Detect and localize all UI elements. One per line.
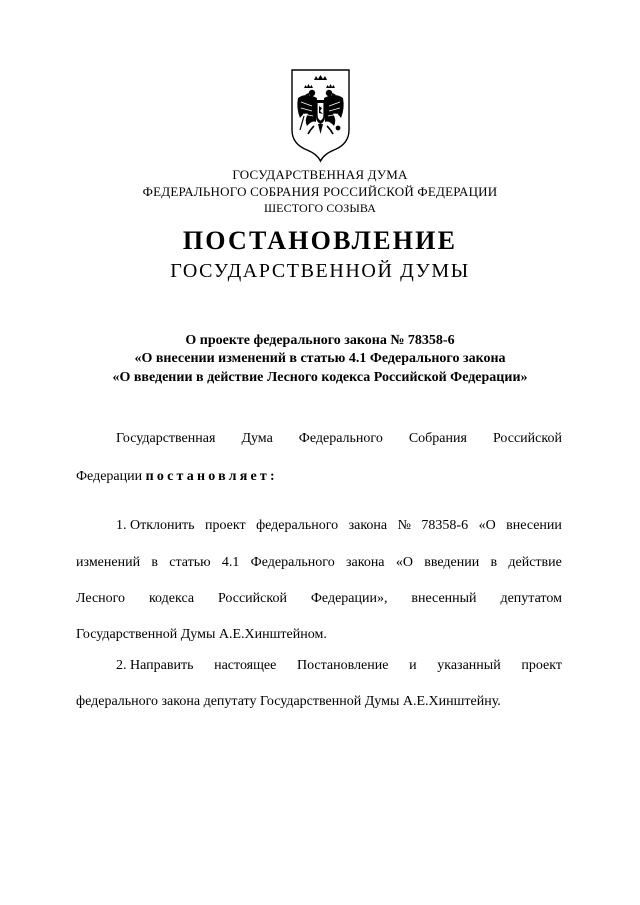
item-1-line-3: [76, 591, 562, 607]
item-1-line-2: [76, 555, 562, 571]
word: закона: [348, 518, 388, 533]
word: Лесного: [76, 591, 126, 606]
convocation-line: ШЕСТОГО СОЗЫВА: [263, 201, 377, 215]
word: внесенный: [411, 591, 477, 606]
decree-word: постановляет:: [145, 469, 278, 484]
word: 1. Отклонить: [116, 518, 195, 533]
word: проект: [204, 518, 246, 533]
word: Федерального: [250, 555, 335, 570]
document-issuer-title: ГОСУДАРСТВЕННОЙ ДУМЫ: [170, 260, 470, 282]
word: статью: [169, 555, 211, 570]
word: введении: [424, 555, 480, 570]
item-2-line-2: федерального закона депутату Государственной Думы А.Е.Хинштейну.: [76, 694, 501, 709]
organization-line-2: ФЕДЕРАЛЬНОГО СОБРАНИЯ РОССИЙСКОЙ ФЕДЕРАЦИИ: [142, 184, 498, 199]
item-2-line-1: [76, 658, 562, 674]
word: федерального: [256, 518, 339, 533]
word: Постановление: [296, 658, 389, 673]
word: изменений: [76, 555, 141, 570]
word: в: [151, 555, 158, 570]
item-1-line-1: [76, 518, 562, 534]
word: 2. Направить: [116, 658, 194, 673]
word: Государственная: [116, 431, 216, 446]
item-1-line-4: Государственной Думы А.Е.Хинштейном.: [76, 627, 327, 642]
subject-line-3: «О введении в действие Лесного кодекса Российской Федерации»: [112, 370, 528, 385]
word: проект: [521, 658, 562, 673]
word: 4.1: [221, 555, 240, 570]
word: закона: [345, 555, 385, 570]
intro-line-2: [76, 469, 562, 485]
word: Российской: [492, 431, 562, 446]
word: Дума: [241, 431, 273, 446]
word: депутатом: [500, 591, 562, 606]
coat-of-arms-icon: [290, 68, 351, 163]
word: «О: [395, 555, 413, 570]
document-type-title: ПОСТАНОВЛЕНИЕ: [182, 226, 458, 255]
intro-line-1: [76, 431, 562, 447]
word: внесении: [506, 518, 562, 533]
word: в: [490, 555, 498, 570]
word: Собрания: [408, 431, 467, 446]
word: Федерального: [298, 431, 383, 446]
word: 78358-6: [421, 518, 469, 533]
word: Федерации»,: [310, 591, 388, 606]
subject-line-1: О проекте федерального закона № 78358-6: [185, 333, 455, 348]
word: «О: [478, 518, 496, 533]
subject-line-2: «О внесении изменений в статью 4.1 Федерального закона: [134, 351, 506, 366]
word: №: [397, 518, 411, 533]
word: действие: [508, 555, 562, 570]
intro-line-2-start: Федерации: [76, 469, 143, 484]
word: Российской: [217, 591, 287, 606]
organization-line-1: ГОСУДАРСТВЕННАЯ ДУМА: [232, 167, 408, 182]
word: кодекса: [148, 591, 195, 606]
word: настоящее: [214, 658, 277, 673]
word: и: [409, 658, 417, 673]
word: указанный: [437, 658, 501, 673]
